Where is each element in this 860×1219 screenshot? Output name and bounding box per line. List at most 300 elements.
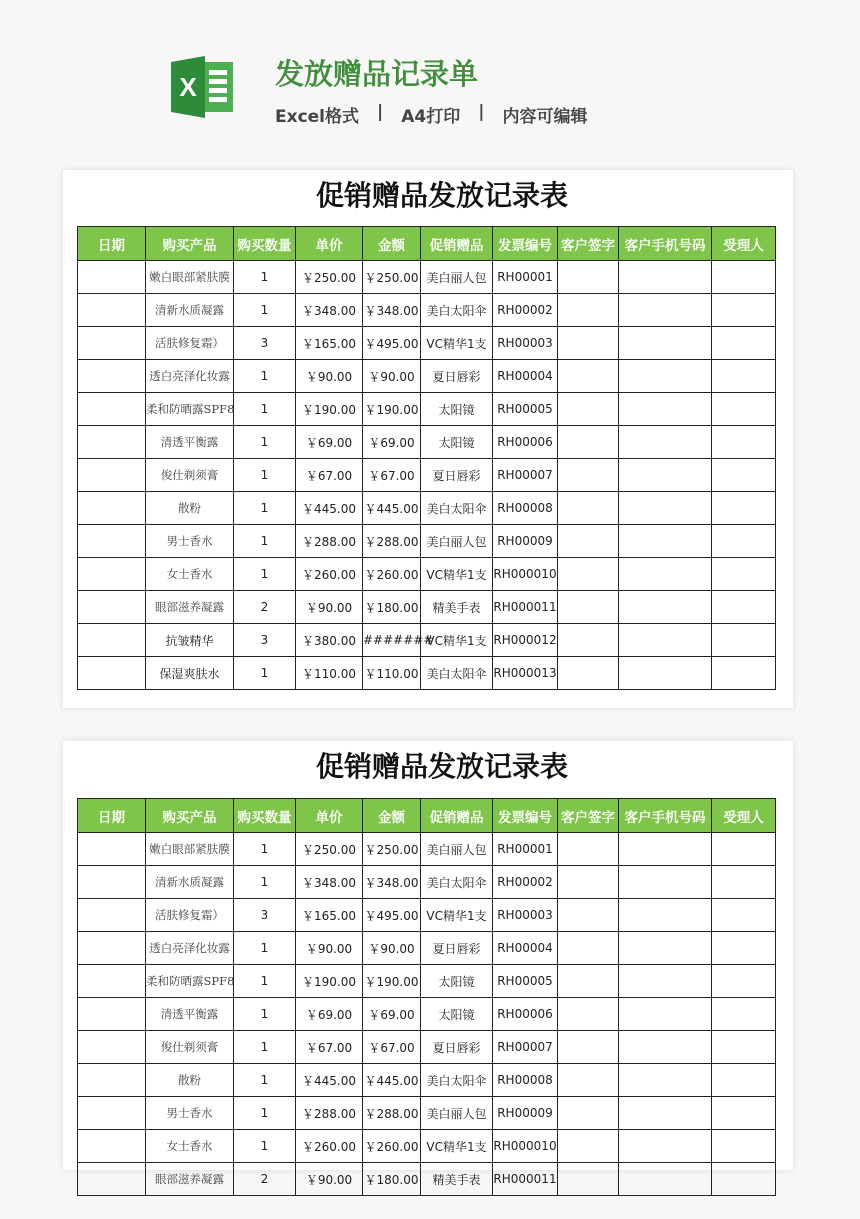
table-cell[interactable] xyxy=(78,525,146,558)
table-cell[interactable] xyxy=(712,360,776,393)
table-cell[interactable]: 1 xyxy=(234,261,296,294)
table-cell[interactable] xyxy=(619,393,712,426)
table-row xyxy=(78,866,776,899)
table-row xyxy=(78,393,776,426)
table-cell[interactable] xyxy=(712,591,776,624)
table-cell[interactable] xyxy=(712,426,776,459)
table-cell[interactable] xyxy=(78,998,146,1031)
table-row xyxy=(78,261,776,294)
table-cell[interactable]: ￥348.00 xyxy=(296,866,363,899)
table-cell[interactable]: VC精华1支 xyxy=(421,558,493,591)
table-cell[interactable] xyxy=(619,492,712,525)
separator: | xyxy=(478,102,485,122)
table-cell[interactable] xyxy=(619,965,712,998)
table-cell[interactable] xyxy=(78,965,146,998)
table-cell[interactable]: ￥110.00 xyxy=(363,657,421,690)
table-cell[interactable]: RH000011 xyxy=(493,591,558,624)
column-header: 日期 xyxy=(78,799,146,833)
table-cell[interactable] xyxy=(619,261,712,294)
table-cell[interactable]: ￥288.00 xyxy=(296,1097,363,1130)
table-cell[interactable] xyxy=(712,393,776,426)
table-cell[interactable] xyxy=(558,1097,619,1130)
table-row xyxy=(78,624,776,657)
table-cell[interactable]: ￥90.00 xyxy=(296,1163,363,1196)
table-cell[interactable]: RH00001 xyxy=(493,833,558,866)
table-cell[interactable] xyxy=(712,459,776,492)
table-cell[interactable]: RH000013 xyxy=(493,657,558,690)
sheet-page-2 xyxy=(63,741,793,1187)
table-cell[interactable] xyxy=(619,998,712,1031)
table-cell[interactable] xyxy=(78,833,146,866)
table-cell[interactable] xyxy=(78,657,146,690)
table-cell[interactable]: ￥190.00 xyxy=(296,965,363,998)
table-cell[interactable]: ￥250.00 xyxy=(363,833,421,866)
table-cell[interactable] xyxy=(78,591,146,624)
table-cell[interactable]: 美白太阳伞 xyxy=(421,492,493,525)
table-cell[interactable]: 太阳镜 xyxy=(421,426,493,459)
table-cell[interactable]: 俊仕剃须膏 xyxy=(146,1031,234,1064)
table-cell[interactable] xyxy=(712,998,776,1031)
column-header: 促销赠品 xyxy=(421,799,493,833)
table-cell[interactable] xyxy=(619,1064,712,1097)
table-cell[interactable]: 1 xyxy=(234,558,296,591)
table-cell[interactable]: RH00009 xyxy=(493,1097,558,1130)
table-cell[interactable]: ￥67.00 xyxy=(296,459,363,492)
column-header: 金额 xyxy=(363,799,421,833)
column-header: 金额 xyxy=(363,227,421,261)
table-cell[interactable]: 1 xyxy=(234,998,296,1031)
svg-text:X: X xyxy=(179,72,197,102)
table-cell[interactable] xyxy=(619,1097,712,1130)
column-header: 日期 xyxy=(78,227,146,261)
table-cell[interactable]: RH00006 xyxy=(493,426,558,459)
table-cell[interactable]: RH00005 xyxy=(493,393,558,426)
table-row xyxy=(78,525,776,558)
table-cell[interactable] xyxy=(619,294,712,327)
table-cell[interactable]: ￥260.00 xyxy=(296,558,363,591)
table-cell[interactable]: ￥165.00 xyxy=(296,327,363,360)
table-cell[interactable]: ￥67.00 xyxy=(296,1031,363,1064)
table-cell[interactable]: 1 xyxy=(234,657,296,690)
table-cell[interactable]: 活肤修复霜） xyxy=(146,899,234,932)
table-cell[interactable]: RH000011 xyxy=(493,1163,558,1196)
table-cell[interactable]: RH000010 xyxy=(493,558,558,591)
table-cell[interactable]: RH00004 xyxy=(493,932,558,965)
table-cell[interactable]: ￥495.00 xyxy=(363,899,421,932)
table-cell[interactable]: ￥260.00 xyxy=(363,1130,421,1163)
table-cell[interactable] xyxy=(558,1064,619,1097)
table-cell[interactable]: 清新水质凝露 xyxy=(146,294,234,327)
table-cell[interactable]: 1 xyxy=(234,426,296,459)
table-cell[interactable]: 美白太阳伞 xyxy=(421,866,493,899)
feature-print: A4打印 xyxy=(401,107,461,127)
page-title: 发放赠品记录单 xyxy=(275,57,479,91)
table-row xyxy=(78,657,776,690)
table-cell[interactable] xyxy=(712,899,776,932)
table-cell[interactable] xyxy=(712,327,776,360)
table-cell[interactable]: 美白太阳伞 xyxy=(421,657,493,690)
table-cell[interactable]: 1 xyxy=(234,1097,296,1130)
column-header: 受理人 xyxy=(712,227,776,261)
table-cell[interactable]: 2 xyxy=(234,1163,296,1196)
table-cell[interactable]: 抗皱精华 xyxy=(146,624,234,657)
table-cell[interactable] xyxy=(712,657,776,690)
table-cell[interactable] xyxy=(712,1130,776,1163)
table-cell[interactable]: 1 xyxy=(234,459,296,492)
table-cell[interactable] xyxy=(619,866,712,899)
feature-format: Excel格式 xyxy=(275,107,360,127)
table-cell[interactable]: RH00007 xyxy=(493,1031,558,1064)
table-cell[interactable]: 美白太阳伞 xyxy=(421,294,493,327)
table-cell[interactable]: 1 xyxy=(234,932,296,965)
column-header: 受理人 xyxy=(712,799,776,833)
table-cell[interactable]: 1 xyxy=(234,965,296,998)
table-cell[interactable] xyxy=(619,657,712,690)
table-cell[interactable]: 3 xyxy=(234,899,296,932)
table-cell[interactable] xyxy=(558,866,619,899)
sheet-title: 促销赠品发放记录表 xyxy=(315,750,568,783)
table-cell[interactable]: 美白太阳伞 xyxy=(421,1064,493,1097)
table-cell[interactable]: RH000010 xyxy=(493,1130,558,1163)
table-cell[interactable]: 3 xyxy=(234,624,296,657)
table-cell[interactable]: ￥288.00 xyxy=(363,1097,421,1130)
table-cell[interactable]: 柔和防晒露SPF8 xyxy=(146,393,234,426)
table-cell[interactable]: 柔和防晒露SPF8 xyxy=(146,965,234,998)
table-cell[interactable] xyxy=(78,1130,146,1163)
table-cell[interactable] xyxy=(558,998,619,1031)
table-cell[interactable]: 1 xyxy=(234,1130,296,1163)
table-row xyxy=(78,459,776,492)
table-cell[interactable]: 美白丽人包 xyxy=(421,525,493,558)
table-cell[interactable]: ￥190.00 xyxy=(296,393,363,426)
column-header: 客户手机号码 xyxy=(619,799,712,833)
record-table xyxy=(77,226,776,690)
table-row xyxy=(78,1031,776,1064)
table-cell[interactable]: RH00006 xyxy=(493,998,558,1031)
table-cell[interactable] xyxy=(78,360,146,393)
table-cell[interactable]: VC精华1支 xyxy=(421,327,493,360)
table-cell[interactable]: 美白丽人包 xyxy=(421,1097,493,1130)
table-cell[interactable] xyxy=(78,1163,146,1196)
table-cell[interactable] xyxy=(78,1031,146,1064)
table-cell[interactable]: RH00008 xyxy=(493,492,558,525)
table-cell[interactable] xyxy=(558,932,619,965)
table-cell[interactable] xyxy=(712,1097,776,1130)
table-header xyxy=(78,227,776,261)
table-cell[interactable] xyxy=(78,327,146,360)
table-cell[interactable]: 眼部滋养凝露 xyxy=(146,591,234,624)
table-header xyxy=(78,799,776,833)
sheet-page-1 xyxy=(63,170,793,708)
table-cell[interactable]: ￥348.00 xyxy=(296,294,363,327)
table-cell[interactable]: 散粉 xyxy=(146,1064,234,1097)
table-row xyxy=(78,1097,776,1130)
table-cell[interactable] xyxy=(78,294,146,327)
table-cell[interactable]: ￥190.00 xyxy=(363,965,421,998)
record-table xyxy=(77,798,776,1196)
table-cell[interactable]: ￥180.00 xyxy=(363,591,421,624)
column-header: 购买产品 xyxy=(146,227,234,261)
table-cell[interactable] xyxy=(712,965,776,998)
table-cell[interactable]: 1 xyxy=(234,492,296,525)
table-cell[interactable]: 1 xyxy=(234,1031,296,1064)
table-cell[interactable]: 夏日唇彩 xyxy=(421,459,493,492)
table-cell[interactable] xyxy=(78,932,146,965)
table-cell[interactable] xyxy=(619,327,712,360)
table-cell[interactable] xyxy=(712,1031,776,1064)
table-cell[interactable]: ￥250.00 xyxy=(296,261,363,294)
table-cell[interactable]: 3 xyxy=(234,327,296,360)
table-cell[interactable]: 夏日唇彩 xyxy=(421,360,493,393)
table-cell[interactable] xyxy=(558,294,619,327)
table-cell[interactable]: VC精华1支 xyxy=(421,899,493,932)
table-cell[interactable]: 男士香水 xyxy=(146,1097,234,1130)
table-cell[interactable]: ￥260.00 xyxy=(296,1130,363,1163)
table-cell[interactable] xyxy=(78,459,146,492)
table-cell[interactable]: 清新水质凝露 xyxy=(146,866,234,899)
table-cell[interactable]: ￥110.00 xyxy=(296,657,363,690)
table-cell[interactable]: RH00007 xyxy=(493,459,558,492)
table-cell[interactable] xyxy=(619,1130,712,1163)
table-cell[interactable]: 1 xyxy=(234,866,296,899)
feature-editable: 内容可编辑 xyxy=(502,107,588,127)
table-cell[interactable]: 散粉 xyxy=(146,492,234,525)
table-cell[interactable] xyxy=(558,393,619,426)
table-cell[interactable] xyxy=(78,492,146,525)
table-row xyxy=(78,1064,776,1097)
table-row xyxy=(78,492,776,525)
table-cell[interactable] xyxy=(558,492,619,525)
column-header: 客户签字 xyxy=(558,799,619,833)
table-cell[interactable] xyxy=(78,426,146,459)
table-cell[interactable] xyxy=(78,1064,146,1097)
table-cell[interactable] xyxy=(558,261,619,294)
table-cell[interactable]: VC精华1支 xyxy=(421,1130,493,1163)
table-cell[interactable] xyxy=(558,657,619,690)
table-cell[interactable] xyxy=(78,899,146,932)
table-cell[interactable]: 夏日唇彩 xyxy=(421,932,493,965)
table-cell[interactable] xyxy=(78,866,146,899)
table-row xyxy=(78,833,776,866)
table-cell[interactable]: 嫩白眼部紧肤膜 xyxy=(146,833,234,866)
column-header: 购买数量 xyxy=(234,227,296,261)
table-cell[interactable] xyxy=(619,1163,712,1196)
table-cell[interactable]: RH00008 xyxy=(493,1064,558,1097)
table-cell[interactable]: ￥90.00 xyxy=(363,360,421,393)
table-cell[interactable]: RH000012 xyxy=(493,624,558,657)
table-cell[interactable] xyxy=(558,965,619,998)
table-cell[interactable]: RH00003 xyxy=(493,899,558,932)
table-cell[interactable]: ￥90.00 xyxy=(296,932,363,965)
table-cell[interactable]: 太阳镜 xyxy=(421,965,493,998)
column-header: 客户手机号码 xyxy=(619,227,712,261)
table-cell[interactable] xyxy=(558,360,619,393)
table-cell[interactable]: ￥90.00 xyxy=(296,591,363,624)
table-row xyxy=(78,327,776,360)
table-cell[interactable]: RH00002 xyxy=(493,294,558,327)
table-cell[interactable]: 太阳镜 xyxy=(421,393,493,426)
table-cell[interactable] xyxy=(78,1097,146,1130)
table-cell[interactable]: ￥90.00 xyxy=(363,932,421,965)
table-cell[interactable]: ￥190.00 xyxy=(363,393,421,426)
table-cell[interactable]: ￥260.00 xyxy=(363,558,421,591)
table-row xyxy=(78,1130,776,1163)
table-cell[interactable]: 眼部滋养凝露 xyxy=(146,1163,234,1196)
separator: | xyxy=(377,102,384,122)
table-cell[interactable] xyxy=(558,558,619,591)
table-cell[interactable]: ￥445.00 xyxy=(363,1064,421,1097)
table-cell[interactable] xyxy=(78,558,146,591)
table-cell[interactable] xyxy=(558,525,619,558)
table-row xyxy=(78,932,776,965)
table-row xyxy=(78,294,776,327)
table-cell[interactable] xyxy=(712,833,776,866)
table-cell[interactable]: 透白亮泽化妆露 xyxy=(146,932,234,965)
table-cell[interactable] xyxy=(619,833,712,866)
table-cell[interactable]: 夏日唇彩 xyxy=(421,1031,493,1064)
table-cell[interactable] xyxy=(712,932,776,965)
table-cell[interactable]: ￥67.00 xyxy=(363,1031,421,1064)
table-cell[interactable] xyxy=(558,459,619,492)
table-cell[interactable] xyxy=(558,624,619,657)
table-cell[interactable]: ￥288.00 xyxy=(363,525,421,558)
column-header: 发票编号 xyxy=(493,799,558,833)
table-cell[interactable]: ￥69.00 xyxy=(363,998,421,1031)
table-cell[interactable]: 清透平衡露 xyxy=(146,426,234,459)
table-cell[interactable]: 精美手表 xyxy=(421,1163,493,1196)
table-cell[interactable] xyxy=(619,426,712,459)
table-cell[interactable]: 2 xyxy=(234,591,296,624)
table-cell[interactable] xyxy=(712,294,776,327)
table-cell[interactable]: ####### xyxy=(363,624,421,657)
table-cell[interactable]: 女士香水 xyxy=(146,1130,234,1163)
table-cell[interactable] xyxy=(712,624,776,657)
table-cell[interactable] xyxy=(619,525,712,558)
sheet-title: 促销赠品发放记录表 xyxy=(315,179,568,212)
table-cell[interactable] xyxy=(619,459,712,492)
table-cell[interactable]: RH00009 xyxy=(493,525,558,558)
table-cell[interactable]: RH00004 xyxy=(493,360,558,393)
table-row xyxy=(78,426,776,459)
table-cell[interactable] xyxy=(712,1163,776,1196)
table-cell[interactable]: 美白丽人包 xyxy=(421,261,493,294)
excel-logo-icon xyxy=(171,56,233,118)
column-header: 促销赠品 xyxy=(421,227,493,261)
table-cell[interactable]: RH00003 xyxy=(493,327,558,360)
table-cell[interactable]: 女士香水 xyxy=(146,558,234,591)
table-cell[interactable] xyxy=(619,591,712,624)
table-cell[interactable] xyxy=(619,360,712,393)
table-cell[interactable]: 1 xyxy=(234,1064,296,1097)
table-cell[interactable] xyxy=(712,1064,776,1097)
column-header: 发票编号 xyxy=(493,227,558,261)
table-row xyxy=(78,998,776,1031)
table-cell[interactable]: 太阳镜 xyxy=(421,998,493,1031)
table-cell[interactable] xyxy=(619,624,712,657)
table-cell[interactable]: 男士香水 xyxy=(146,525,234,558)
table-cell[interactable]: ￥495.00 xyxy=(363,327,421,360)
table-cell[interactable]: ￥445.00 xyxy=(363,492,421,525)
table-row xyxy=(78,360,776,393)
table-cell[interactable]: ￥348.00 xyxy=(363,294,421,327)
table-cell[interactable]: 清透平衡露 xyxy=(146,998,234,1031)
table-cell[interactable]: ￥69.00 xyxy=(296,998,363,1031)
table-cell[interactable]: 1 xyxy=(234,360,296,393)
table-cell[interactable] xyxy=(712,866,776,899)
table-cell[interactable]: ￥288.00 xyxy=(296,525,363,558)
table-cell[interactable]: ￥69.00 xyxy=(296,426,363,459)
table-cell[interactable]: VC精华1支 xyxy=(421,624,493,657)
column-header: 购买产品 xyxy=(146,799,234,833)
table-cell[interactable] xyxy=(619,558,712,591)
table-row xyxy=(78,965,776,998)
table-cell[interactable] xyxy=(78,624,146,657)
table-cell[interactable]: ￥250.00 xyxy=(363,261,421,294)
table-cell[interactable] xyxy=(712,558,776,591)
table-cell[interactable]: RH00002 xyxy=(493,866,558,899)
table-cell[interactable]: RH00005 xyxy=(493,965,558,998)
table-cell[interactable] xyxy=(558,833,619,866)
table-cell[interactable]: 保湿爽肤水 xyxy=(146,657,234,690)
table-cell[interactable] xyxy=(712,525,776,558)
column-header: 客户签字 xyxy=(558,227,619,261)
feature-list xyxy=(275,102,587,127)
table-cell[interactable] xyxy=(558,591,619,624)
table-cell[interactable]: 透白亮泽化妆露 xyxy=(146,360,234,393)
table-cell[interactable] xyxy=(558,1163,619,1196)
table-cell[interactable]: ￥445.00 xyxy=(296,492,363,525)
table-cell[interactable]: 1 xyxy=(234,525,296,558)
table-cell[interactable] xyxy=(712,261,776,294)
table-row xyxy=(78,558,776,591)
table-cell[interactable] xyxy=(558,426,619,459)
table-cell[interactable] xyxy=(712,492,776,525)
table-cell[interactable]: ￥250.00 xyxy=(296,833,363,866)
table-cell[interactable]: ￥90.00 xyxy=(296,360,363,393)
table-row xyxy=(78,1163,776,1196)
table-cell[interactable]: 俊仕剃须膏 xyxy=(146,459,234,492)
table-cell[interactable]: 嫩白眼部紧肤膜 xyxy=(146,261,234,294)
table-cell[interactable]: ￥165.00 xyxy=(296,899,363,932)
column-header: 单价 xyxy=(296,799,363,833)
table-cell[interactable] xyxy=(78,261,146,294)
table-cell[interactable]: ￥348.00 xyxy=(363,866,421,899)
table-cell[interactable]: 1 xyxy=(234,393,296,426)
table-row xyxy=(78,899,776,932)
table-cell[interactable]: ￥445.00 xyxy=(296,1064,363,1097)
table-cell[interactable]: 1 xyxy=(234,833,296,866)
table-cell[interactable]: 1 xyxy=(234,294,296,327)
table-cell[interactable]: 精美手表 xyxy=(421,591,493,624)
table-cell[interactable] xyxy=(558,327,619,360)
table-cell[interactable] xyxy=(619,1031,712,1064)
table-cell[interactable] xyxy=(619,932,712,965)
table-cell[interactable]: ￥69.00 xyxy=(363,426,421,459)
table-cell[interactable]: 美白丽人包 xyxy=(421,833,493,866)
table-cell[interactable] xyxy=(619,899,712,932)
table-cell[interactable] xyxy=(558,1031,619,1064)
table-cell[interactable] xyxy=(558,899,619,932)
table-cell[interactable]: ￥67.00 xyxy=(363,459,421,492)
table-cell[interactable]: 活肤修复霜） xyxy=(146,327,234,360)
table-cell[interactable]: RH00001 xyxy=(493,261,558,294)
column-header: 购买数量 xyxy=(234,799,296,833)
table-cell[interactable]: ￥180.00 xyxy=(363,1163,421,1196)
table-row xyxy=(78,591,776,624)
table-cell[interactable] xyxy=(558,1130,619,1163)
table-cell[interactable] xyxy=(78,393,146,426)
table-cell[interactable]: ￥380.00 xyxy=(296,624,363,657)
